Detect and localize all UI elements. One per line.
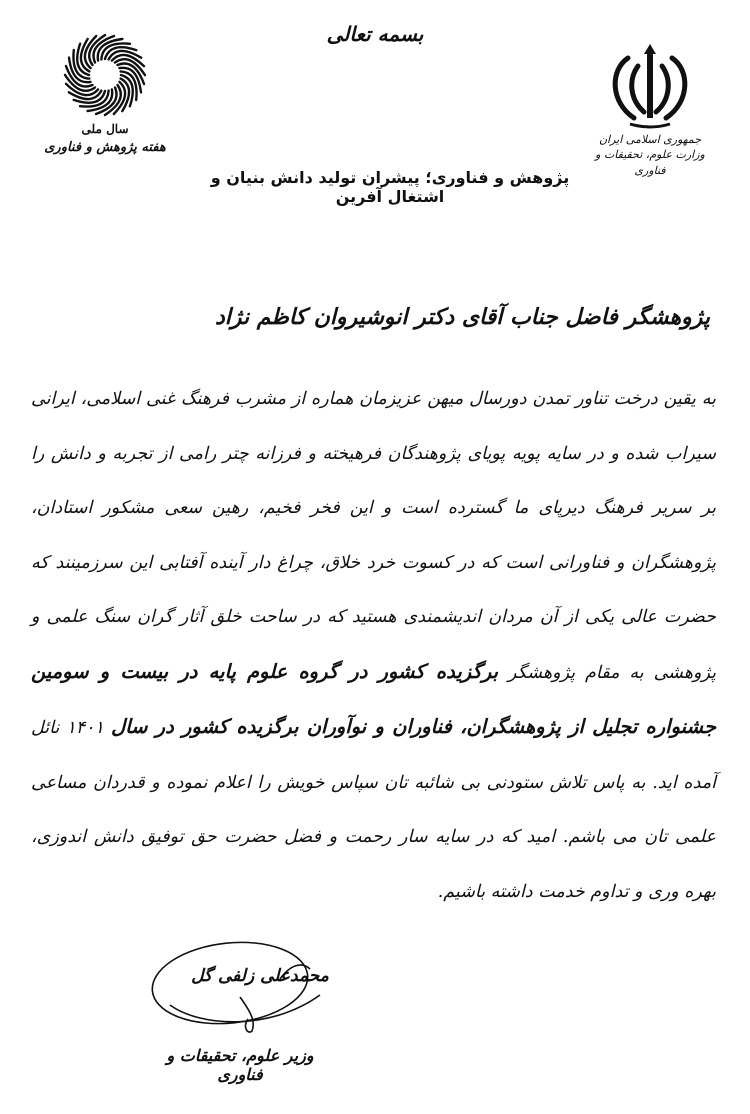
research-week-logo	[30, 30, 180, 155]
spiral-logo-icon	[60, 30, 150, 120]
signature-scribble	[130, 935, 360, 1045]
body-paragraph-2: ۱۴۰۱ نائل آمده اید. به پاس تلاش ستودنی بی شائبه تان سپاس خویش را اعلام نموده و قدردان مساعی علمی تان می باشم.	[31, 718, 716, 847]
emblem-line-1: جمهوری اسلامی ایران	[598, 133, 702, 146]
body-paragraph-1: به یقین درخت تناور تمدن دورسال میهن عزیزمان هماره از مشرب فرهنگ غنی اسلامی، ایرانی سیراب شده و در سایه پویه پویای پژوهندگان فرهیخته و فرزانه چتر رامی از تجربه و دانش را بر سریر فرهنگ دیرپای ما گسترده است و این فخر فخیم، رهین سعی مشکور استادان، پژوهشگران و فناورانی است که در کسوت خرد خلاق، چراغ دار آینده آفتابی این سرزمینند که حضرت عالی یکی از آن مردان اندیشمندی هستید که در ساحت خلق آثار گران سنگ علمی و پژوهشی به مقام پژوهشگر	[31, 389, 716, 683]
body-highlight: برگزیده کشور در گروه علوم پایه در بیست و سومین جشنواره تجلیل از پژوهشگران، فناوران و نوآوران برگزیده کشور در سال	[31, 659, 716, 738]
signatory-name: محمدعلی زلفی گل	[191, 966, 329, 986]
letter-body	[31, 372, 716, 919]
salutation: پژوهشگر فاضل جناب آقای دکتر انوشیروان کاظم نژاد	[214, 304, 710, 330]
slogan-line: پژوهش و فناوری؛ پیشران تولید دانش بنیان و اشتغال آفرین	[210, 168, 570, 206]
basmala-heading: بسمه تعالی	[326, 22, 424, 46]
emblem-line-2: وزارت علوم، تحقیقات و فناوری	[595, 148, 705, 177]
signatory-title: وزیر علوم، تحقیقات و فناوری	[166, 1046, 314, 1084]
iran-emblem-icon	[590, 40, 710, 132]
logo-line-2: هفته پژوهش و فناوری	[44, 140, 166, 155]
logo-line-1: سال ملی	[81, 122, 129, 136]
body-closing: امید که در سایه سار رحمت و فضل حضرت حق توفیق دانش اندوزی، بهره وری و تداوم خدمت داشته باشیم.	[31, 827, 716, 902]
ministry-emblem	[590, 40, 710, 178]
